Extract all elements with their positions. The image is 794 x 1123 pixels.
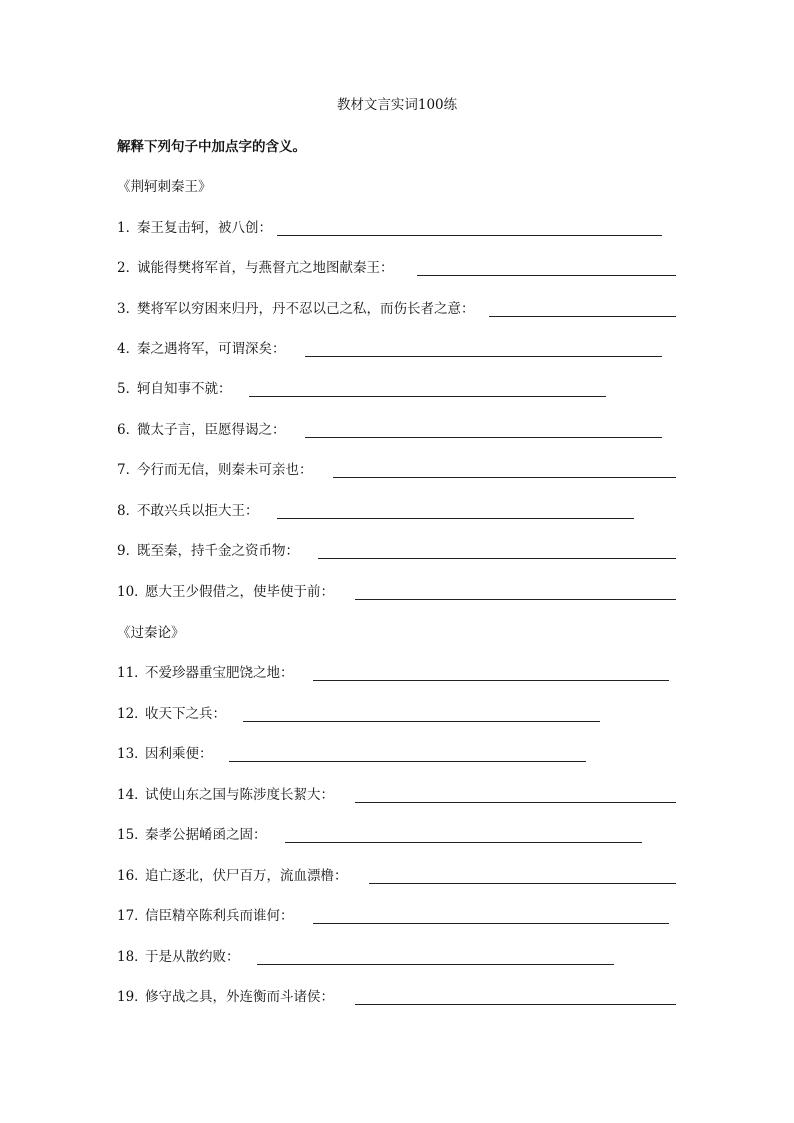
exercise-item-19 — [117, 988, 677, 1010]
exercise-item-13 — [117, 745, 587, 767]
answer-blank[interactable] — [305, 356, 662, 357]
item-number: 1． — [117, 220, 140, 236]
item-sentence: 追亡逐北，伏尸百万，流血漂橹： — [145, 868, 348, 884]
item-number: 12． — [117, 706, 148, 722]
answer-blank[interactable] — [243, 721, 600, 722]
item-number: 9． — [117, 543, 140, 559]
item-sentence: 秦孝公据崤函之固： — [145, 827, 267, 843]
item-number: 10． — [117, 584, 148, 600]
item-sentence: 诚能得樊将军首，与燕督亢之地图献秦王： — [137, 260, 394, 276]
item-sentence: 秦王复击轲，被八创： — [137, 220, 272, 236]
exercise-item-18 — [117, 948, 615, 970]
item-number: 13． — [117, 746, 148, 762]
item-number: 8． — [117, 503, 140, 519]
exercise-item-2 — [117, 259, 677, 281]
exercise-item-7 — [117, 461, 677, 483]
answer-blank[interactable] — [369, 883, 676, 884]
answer-blank[interactable] — [277, 518, 634, 519]
exercise-item-9 — [117, 542, 677, 564]
answer-blank[interactable] — [355, 599, 676, 600]
item-sentence: 微太子言，臣愿得谒之： — [137, 422, 286, 438]
exercise-item-3 — [117, 300, 677, 322]
item-number: 5． — [117, 381, 140, 397]
page-title: 教材文言实词100练 — [336, 97, 458, 113]
item-sentence: 既至秦，持千金之资币物： — [137, 543, 299, 559]
instruction-text: 解释下列句子中加点字的含义。 — [117, 139, 306, 155]
item-sentence: 轲自知事不就： — [137, 381, 232, 397]
exercise-item-4 — [117, 340, 663, 362]
item-number: 7． — [117, 462, 140, 478]
answer-blank[interactable] — [249, 396, 606, 397]
item-sentence: 收天下之兵： — [145, 706, 226, 722]
item-number: 19． — [117, 989, 148, 1005]
item-number: 6． — [117, 422, 140, 438]
answer-blank[interactable] — [355, 1004, 676, 1005]
item-number: 14． — [117, 787, 148, 803]
item-sentence: 信臣精卒陈利兵而谁何： — [145, 908, 294, 924]
answer-blank[interactable] — [285, 842, 642, 843]
answer-blank[interactable] — [313, 923, 669, 924]
answer-blank[interactable] — [489, 316, 676, 317]
section-title-guoqinlun: 《过秦论》 — [117, 625, 185, 641]
item-number: 16． — [117, 868, 148, 884]
answer-blank[interactable] — [333, 477, 676, 478]
item-number: 11． — [117, 665, 148, 681]
item-number: 3． — [117, 301, 140, 317]
item-number: 18． — [117, 949, 148, 965]
item-sentence: 樊将军以穷困来归丹，丹不忍以己之私，而伤长者之意： — [137, 301, 475, 317]
answer-blank[interactable] — [277, 235, 662, 236]
item-sentence: 修守战之具，外连衡而斗诸侯： — [145, 989, 334, 1005]
answer-blank[interactable] — [417, 275, 676, 276]
item-sentence: 不爱珍器重宝肥饶之地： — [145, 665, 294, 681]
item-number: 4． — [117, 341, 140, 357]
item-sentence: 于是从散约败： — [145, 949, 240, 965]
exercise-item-11 — [117, 664, 670, 686]
exercise-item-15 — [117, 826, 643, 848]
exercise-item-10 — [117, 583, 677, 605]
item-sentence: 因利乘便： — [145, 746, 213, 762]
item-sentence: 试使山东之国与陈涉度长絜大： — [145, 787, 334, 803]
item-number: 2． — [117, 260, 140, 276]
answer-blank[interactable] — [257, 964, 614, 965]
answer-blank[interactable] — [305, 437, 662, 438]
answer-blank[interactable] — [313, 680, 669, 681]
item-number: 15． — [117, 827, 148, 843]
item-sentence: 愿大王少假借之，使毕使于前： — [145, 584, 334, 600]
answer-blank[interactable] — [318, 558, 676, 559]
exercise-item-5 — [117, 380, 607, 402]
exercise-item-8 — [117, 502, 635, 524]
exercise-item-1 — [117, 219, 663, 241]
item-number: 17． — [117, 908, 148, 924]
exercise-item-6 — [117, 421, 663, 443]
item-sentence: 不敢兴兵以拒大王： — [137, 503, 259, 519]
exercise-item-16 — [117, 867, 677, 889]
exercise-item-17 — [117, 907, 670, 929]
item-sentence: 秦之遇将军，可谓深矣： — [137, 341, 286, 357]
exercise-item-14 — [117, 786, 677, 808]
answer-blank[interactable] — [355, 802, 676, 803]
section-title-jingke: 《荆轲刺秦王》 — [117, 179, 212, 195]
answer-blank[interactable] — [229, 761, 586, 762]
exercise-item-12 — [117, 705, 601, 727]
item-sentence: 今行而无信，则秦未可亲也： — [137, 462, 313, 478]
